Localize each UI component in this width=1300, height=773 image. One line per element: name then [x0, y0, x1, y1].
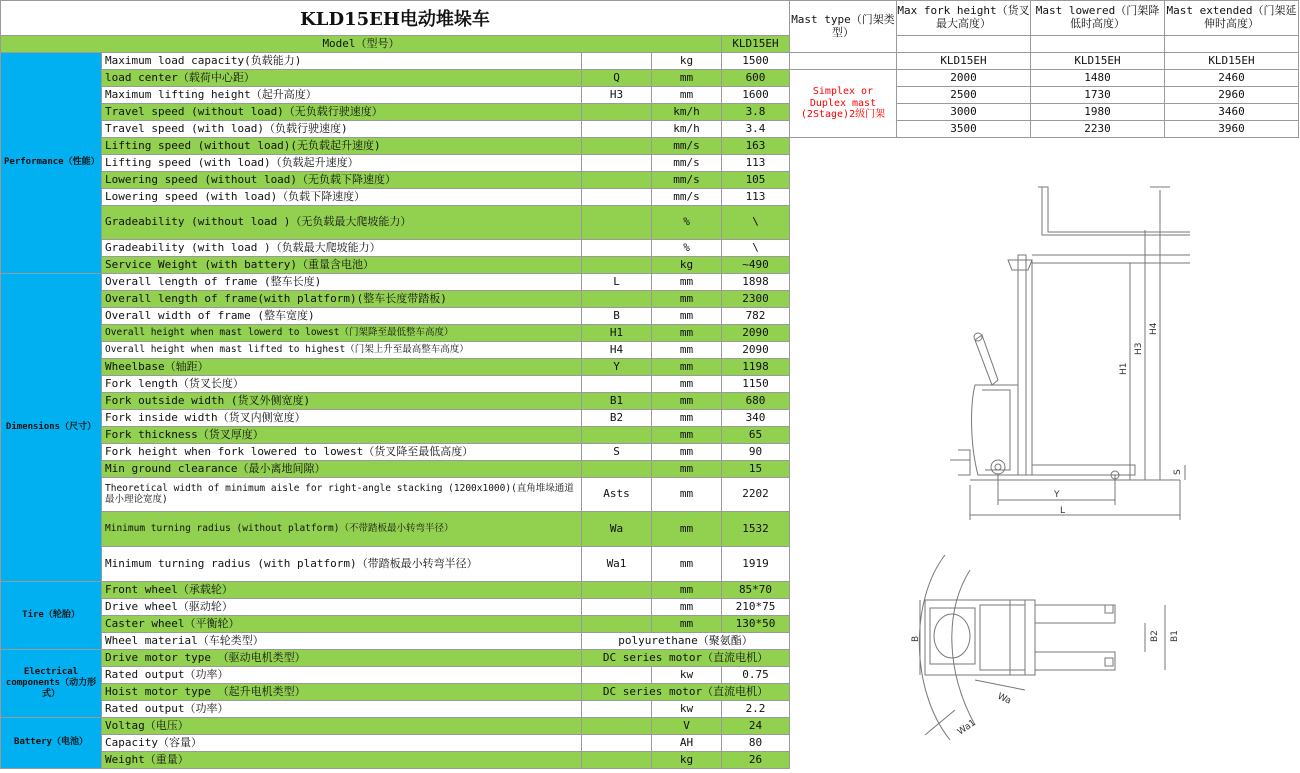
spec-value: 1500 [722, 53, 790, 70]
spec-value: 210*75 [722, 599, 790, 616]
spec-symbol: Wa1 [582, 547, 652, 582]
spec-value: 2090 [722, 342, 790, 359]
wa1-label: Wa1 [955, 718, 978, 738]
truck-body [972, 385, 1018, 475]
spec-label: Lowering speed (with load)（负载下降速度） [102, 189, 582, 206]
mast-cell: 2000 [897, 70, 1031, 87]
spec-unit: mm [652, 582, 722, 599]
mast-cell: 3960 [1165, 121, 1299, 138]
spec-label: Drive wheel（驱动轮） [102, 599, 582, 616]
spec-label: Lifting speed (with load)（负载起升速度） [102, 155, 582, 172]
spec-label: Fork thickness（货叉厚度） [102, 427, 582, 444]
spec-value: 2300 [722, 291, 790, 308]
spec-label: load center（载荷中心距） [102, 70, 582, 87]
l-label: L [1060, 506, 1066, 516]
category-cell: Performance（性能） [0, 53, 102, 274]
mast-cell: 3000 [897, 104, 1031, 121]
mast-cell: 1980 [1031, 104, 1165, 121]
spec-label: Hoist motor type （起升电机类型） [102, 684, 582, 701]
mast-spacer-cell [1165, 36, 1299, 53]
spec-label: Caster wheel（平衡轮） [102, 616, 582, 633]
spec-label: Lifting speed (without load)(无负载起升速度) [102, 138, 582, 155]
spec-label: Fork inside width（货叉内侧宽度） [102, 410, 582, 427]
spec-symbol [582, 752, 652, 769]
spec-unit: % [652, 206, 722, 240]
mast-cell: 2960 [1165, 87, 1299, 104]
spec-unit: kg [652, 53, 722, 70]
mast-type-label: Simplex or Duplex mast (2Stage)2级门架 [790, 70, 897, 138]
spec-label: Front wheel（承载轮） [102, 582, 582, 599]
spec-value: 1532 [722, 512, 790, 547]
spec-label: Capacity（容量） [102, 735, 582, 752]
spec-label: Drive motor type （驱动电机类型） [102, 650, 582, 667]
spec-unit: mm/s [652, 155, 722, 172]
spec-value: 113 [722, 155, 790, 172]
spec-unit: mm [652, 427, 722, 444]
b1-label: B1 [1170, 630, 1180, 642]
mast-spacer-cell [897, 36, 1031, 53]
spec-symbol: Wa [582, 512, 652, 547]
spec-symbol: H4 [582, 342, 652, 359]
spec-unit: mm [652, 599, 722, 616]
spec-symbol [582, 172, 652, 189]
spec-symbol [582, 667, 652, 684]
spec-label: Overall height when mast lowerd to lowest（门架降至最低整车高度） [102, 325, 582, 342]
mast-model-cell: KLD15EH [897, 53, 1031, 70]
spec-value: 1600 [722, 87, 790, 104]
spec-unit: mm [652, 478, 722, 512]
spec-value: 1198 [722, 359, 790, 376]
spec-label: Gradeability (without load )（无负载最大爬坡能力） [102, 206, 582, 240]
turning-arc [919, 555, 950, 740]
spec-label: Minimum turning radius (without platform)（不带踏板最小转弯半径） [102, 512, 582, 547]
spec-unit: mm [652, 70, 722, 87]
carriage-upper-line [1038, 187, 1190, 232]
mast-cell: 1730 [1031, 87, 1165, 104]
page-title: KLD15EH电动堆垛车 [0, 0, 790, 36]
mast-type-header: Mast type（门架类型） [790, 0, 897, 53]
spec-value: 1150 [722, 376, 790, 393]
spec-label: Travel speed (with load)（负载行驶速度) [102, 121, 582, 138]
category-cell: Battery（电池） [0, 718, 102, 769]
spec-value: 15 [722, 461, 790, 478]
spec-unit: kg [652, 257, 722, 274]
spec-value: 163 [722, 138, 790, 155]
spec-value: 0.75 [722, 667, 790, 684]
category-cell: Electrical components（动力形式） [0, 650, 102, 718]
category-cell: Dimensions（尺寸） [0, 274, 102, 582]
h3-label: H3 [1134, 342, 1144, 355]
spec-unit: AH [652, 735, 722, 752]
spec-label: Min ground clearance（最小离地间隙） [102, 461, 582, 478]
mast-cell: 2500 [897, 87, 1031, 104]
model-value: KLD15EH [722, 36, 790, 53]
h4-label: H4 [1149, 322, 1159, 335]
spec-value: 340 [722, 410, 790, 427]
spec-symbol [582, 104, 652, 121]
spec-value: \ [722, 206, 790, 240]
spec-unit: mm [652, 547, 722, 582]
spec-value: 65 [722, 427, 790, 444]
spec-symbol [582, 206, 652, 240]
spec-label: Travel speed (without load)（无负载行驶速度） [102, 104, 582, 121]
spec-label: Wheelbase（轴距） [102, 359, 582, 376]
spec-value: 113 [722, 189, 790, 206]
spec-value: 782 [722, 308, 790, 325]
spec-symbol [582, 291, 652, 308]
spec-symbol [582, 427, 652, 444]
spec-label: Gradeability (with load )（负载最大爬坡能力） [102, 240, 582, 257]
spec-label: Wheel material（车轮类型） [102, 633, 582, 650]
spec-value: 85*70 [722, 582, 790, 599]
mast-cell: 3500 [897, 121, 1031, 138]
spec-symbol [582, 582, 652, 599]
spec-unit: mm/s [652, 189, 722, 206]
category-cell: Tire（轮胎） [0, 582, 102, 650]
spec-label: Fork length（货叉长度） [102, 376, 582, 393]
spec-symbol [582, 718, 652, 735]
mast-cell: 3460 [1165, 104, 1299, 121]
spec-unit: km/h [652, 121, 722, 138]
spec-symbol [582, 735, 652, 752]
b-label: B [911, 635, 921, 642]
mast-cell: 2230 [1031, 121, 1165, 138]
spec-value: 1919 [722, 547, 790, 582]
mast-extended-header: Mast extended（门架延伸时高度） [1165, 0, 1299, 36]
spec-value: 680 [722, 393, 790, 410]
spec-label: Service Weight (with battery)（重量含电池） [102, 257, 582, 274]
spec-symbol [582, 461, 652, 478]
mast-model-cell: KLD15EH [1165, 53, 1299, 70]
spec-unit: km/h [652, 104, 722, 121]
spec-unit: mm/s [652, 138, 722, 155]
spec-symbol: H1 [582, 325, 652, 342]
spec-label: Voltag（电压） [102, 718, 582, 735]
spec-unit: mm [652, 616, 722, 633]
max-fork-height-header: Max fork height（货叉最大高度） [897, 0, 1031, 36]
model-label: Model（型号） [0, 36, 722, 53]
spec-unit: mm/s [652, 172, 722, 189]
spec-unit: mm [652, 274, 722, 291]
spec-label: Fork height when fork lowered to lowest（货叉降至最低高度） [102, 444, 582, 461]
spec-symbol: S [582, 444, 652, 461]
spec-value: 26 [722, 752, 790, 769]
handle [975, 335, 998, 385]
b2-label: B2 [1150, 630, 1160, 642]
spec-symbol [582, 155, 652, 172]
spec-symbol: B2 [582, 410, 652, 427]
spec-value: 2202 [722, 478, 790, 512]
spec-value: 24 [722, 718, 790, 735]
spec-unit: kw [652, 701, 722, 718]
spec-label: Overall height when mast lifted to highest（门架上升至最高整车高度） [102, 342, 582, 359]
spec-value: 80 [722, 735, 790, 752]
spec-value: 105 [722, 172, 790, 189]
spec-symbol [582, 138, 652, 155]
spec-label: Overall length of frame (整车长度) [102, 274, 582, 291]
spec-symbol [582, 376, 652, 393]
spec-unit: mm [652, 393, 722, 410]
spec-symbol [582, 53, 652, 70]
spec-value: 90 [722, 444, 790, 461]
spec-value: 3.8 [722, 104, 790, 121]
spec-label: Lowering speed (without load)（无负载下降速度） [102, 172, 582, 189]
spec-symbol [582, 616, 652, 633]
mast-cell: 2460 [1165, 70, 1299, 87]
spec-label: Minimum turning radius (with platform)（带踏板最小转弯半径） [102, 547, 582, 582]
drive-wheel [991, 460, 1005, 474]
spec-symbol [582, 701, 652, 718]
spec-unit: mm [652, 376, 722, 393]
mast-model-cell: KLD15EH [1031, 53, 1165, 70]
side-view-diagram [930, 175, 1190, 530]
spec-label: Maximum lifting height（起升高度） [102, 87, 582, 104]
spec-label: Theoretical width of minimum aisle for right-angle stacking (1200x1000)(直角堆垛通道最小理论宽度) [102, 478, 582, 512]
spec-value: ~490 [722, 257, 790, 274]
spec-value: \ [722, 240, 790, 257]
spec-label: Weight（重量） [102, 752, 582, 769]
spec-unit: mm [652, 461, 722, 478]
mast-lowered-header: Mast lowered（门架降低时高度） [1031, 0, 1165, 36]
mast-cell: 1480 [1031, 70, 1165, 87]
spec-value: 130*50 [722, 616, 790, 633]
spec-symbol [582, 240, 652, 257]
spec-symbol: Asts [582, 478, 652, 512]
spec-unit: mm [652, 512, 722, 547]
spec-symbol [582, 121, 652, 138]
spec-unit: mm [652, 410, 722, 427]
spec-label: Rated output（功率） [102, 667, 582, 684]
spec-label: Rated output（功率） [102, 701, 582, 718]
spec-symbol: H3 [582, 87, 652, 104]
spec-unit: kw [652, 667, 722, 684]
spec-symbol: Q [582, 70, 652, 87]
spec-label: Overall width of frame (整车宽度) [102, 308, 582, 325]
spec-label: Maximum load capacity(负载能力) [102, 53, 582, 70]
spec-unit: mm [652, 342, 722, 359]
spec-value: 1898 [722, 274, 790, 291]
spec-symbol: L [582, 274, 652, 291]
spec-symbol [582, 257, 652, 274]
spec-symbol: B [582, 308, 652, 325]
spec-value: 2090 [722, 325, 790, 342]
spec-unit: kg [652, 752, 722, 769]
spec-unit: mm [652, 444, 722, 461]
spec-merged-value: DC series motor（直流电机） [582, 684, 790, 701]
spec-symbol [582, 599, 652, 616]
spec-unit: mm [652, 359, 722, 376]
spec-value: 3.4 [722, 121, 790, 138]
mast-model-empty [790, 53, 897, 70]
spec-label: Overall length of frame(with platform)(整车长度带踏板) [102, 291, 582, 308]
spec-label: Fork outside width (货叉外侧宽度) [102, 393, 582, 410]
top-view-diagram [905, 550, 1205, 750]
spec-merged-value: DC series motor（直流电机） [582, 650, 790, 667]
y-label: Y [1054, 490, 1060, 500]
spec-unit: mm [652, 308, 722, 325]
spec-symbol: Y [582, 359, 652, 376]
spec-value: 600 [722, 70, 790, 87]
wa-label: Wa [995, 691, 1013, 707]
spec-unit: mm [652, 87, 722, 104]
mast-rail [1018, 255, 1026, 475]
spec-unit: mm [652, 325, 722, 342]
spec-merged-value: polyurethane（聚氨酯） [582, 633, 790, 650]
s-label: S [1173, 469, 1183, 475]
spec-unit: % [652, 240, 722, 257]
h1-label: H1 [1119, 362, 1129, 375]
spec-symbol: B1 [582, 393, 652, 410]
spec-value: 2.2 [722, 701, 790, 718]
spec-unit: mm [652, 291, 722, 308]
mast-spacer-cell [1031, 36, 1165, 53]
spec-unit: V [652, 718, 722, 735]
spec-symbol [582, 189, 652, 206]
